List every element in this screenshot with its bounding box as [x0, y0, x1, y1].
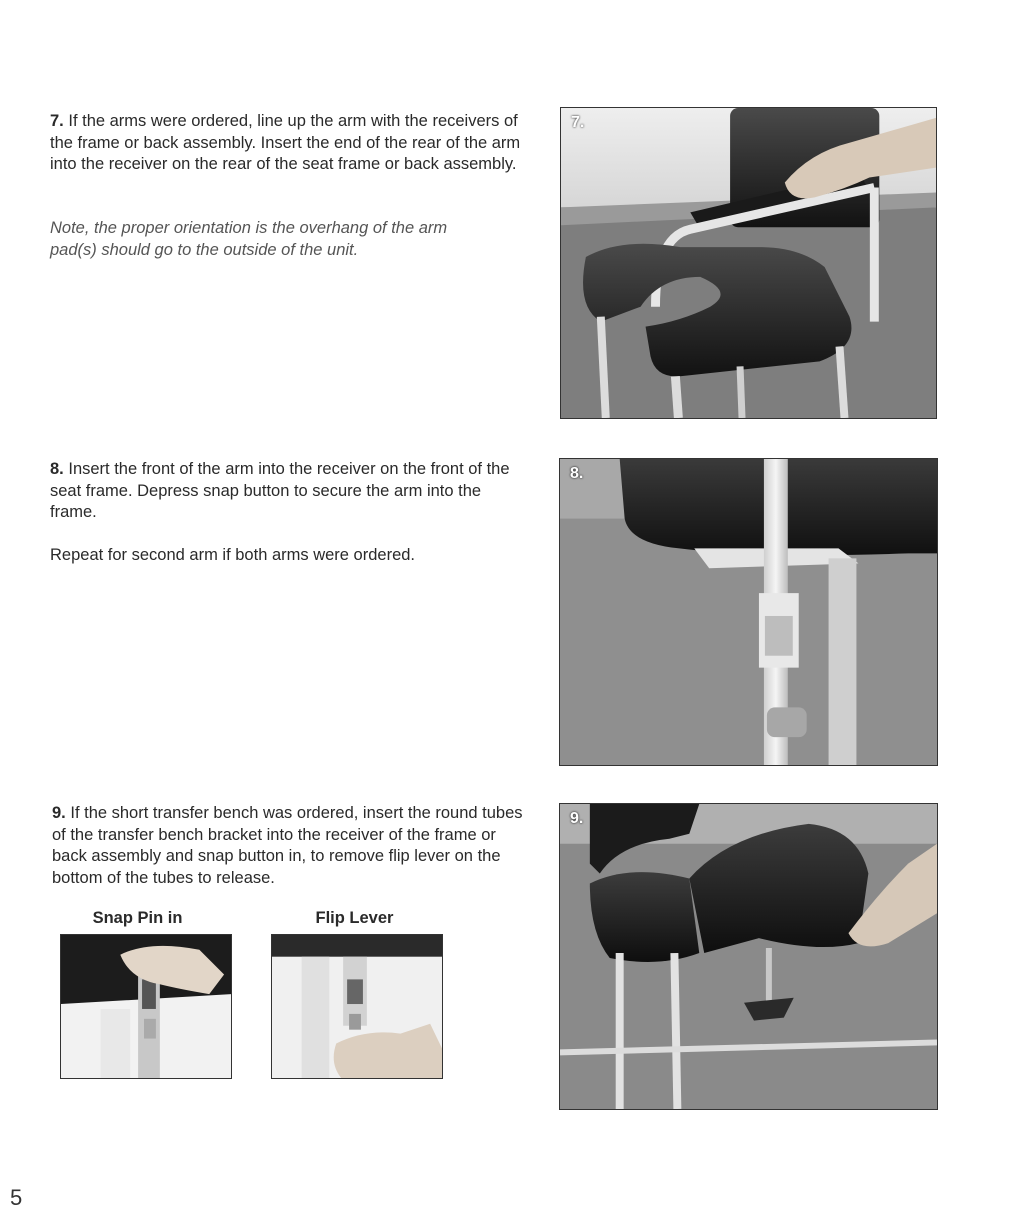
- step-7-photo: [560, 107, 937, 419]
- step-9-number: 9.: [52, 804, 66, 822]
- step-7-note: Note, the proper orientation is the overhang of the arm pad(s) should go to the outside of the unit.: [50, 219, 448, 259]
- step-9-body: If the short transfer bench was ordered, insert the round tubes of the transfer bench bracket into the receiver of the frame or back assembly and snap button in, to remove flip lever on the bottom of the tubes to release.: [52, 804, 523, 887]
- step-8-photo: [559, 458, 938, 766]
- step-8-body: Insert the front of the arm into the receiver on the front of the seat frame. Depress snap button to secure the arm into the frame.: [50, 460, 510, 522]
- step-8-number: 8.: [50, 460, 64, 478]
- step-9-text: [52, 803, 530, 889]
- flip-lever-caption: Flip Lever: [315, 909, 394, 927]
- step-7-number: 7.: [50, 112, 64, 130]
- step-7-photo-label: 7.: [571, 114, 585, 131]
- step-9-photo-label: 9.: [570, 810, 584, 827]
- step-8-photo-label: 8.: [570, 465, 584, 482]
- step-7-text: [50, 111, 528, 176]
- step-9-photo: [559, 803, 938, 1110]
- snap-pin-photo: [60, 934, 232, 1079]
- page-number: 5: [10, 1185, 23, 1210]
- snap-pin-caption: Snap Pin in: [92, 909, 183, 927]
- flip-lever-photo: [271, 934, 443, 1079]
- step-8-repeat-note: Repeat for second arm if both arms were ordered.: [50, 546, 416, 564]
- step-7-body: If the arms were ordered, line up the arm with the receivers of the frame or back assembly. Insert the end of the rear of the arm into the receiver on the rear of the seat frame or back assembly.: [50, 112, 521, 174]
- step-8-text: [50, 459, 528, 524]
